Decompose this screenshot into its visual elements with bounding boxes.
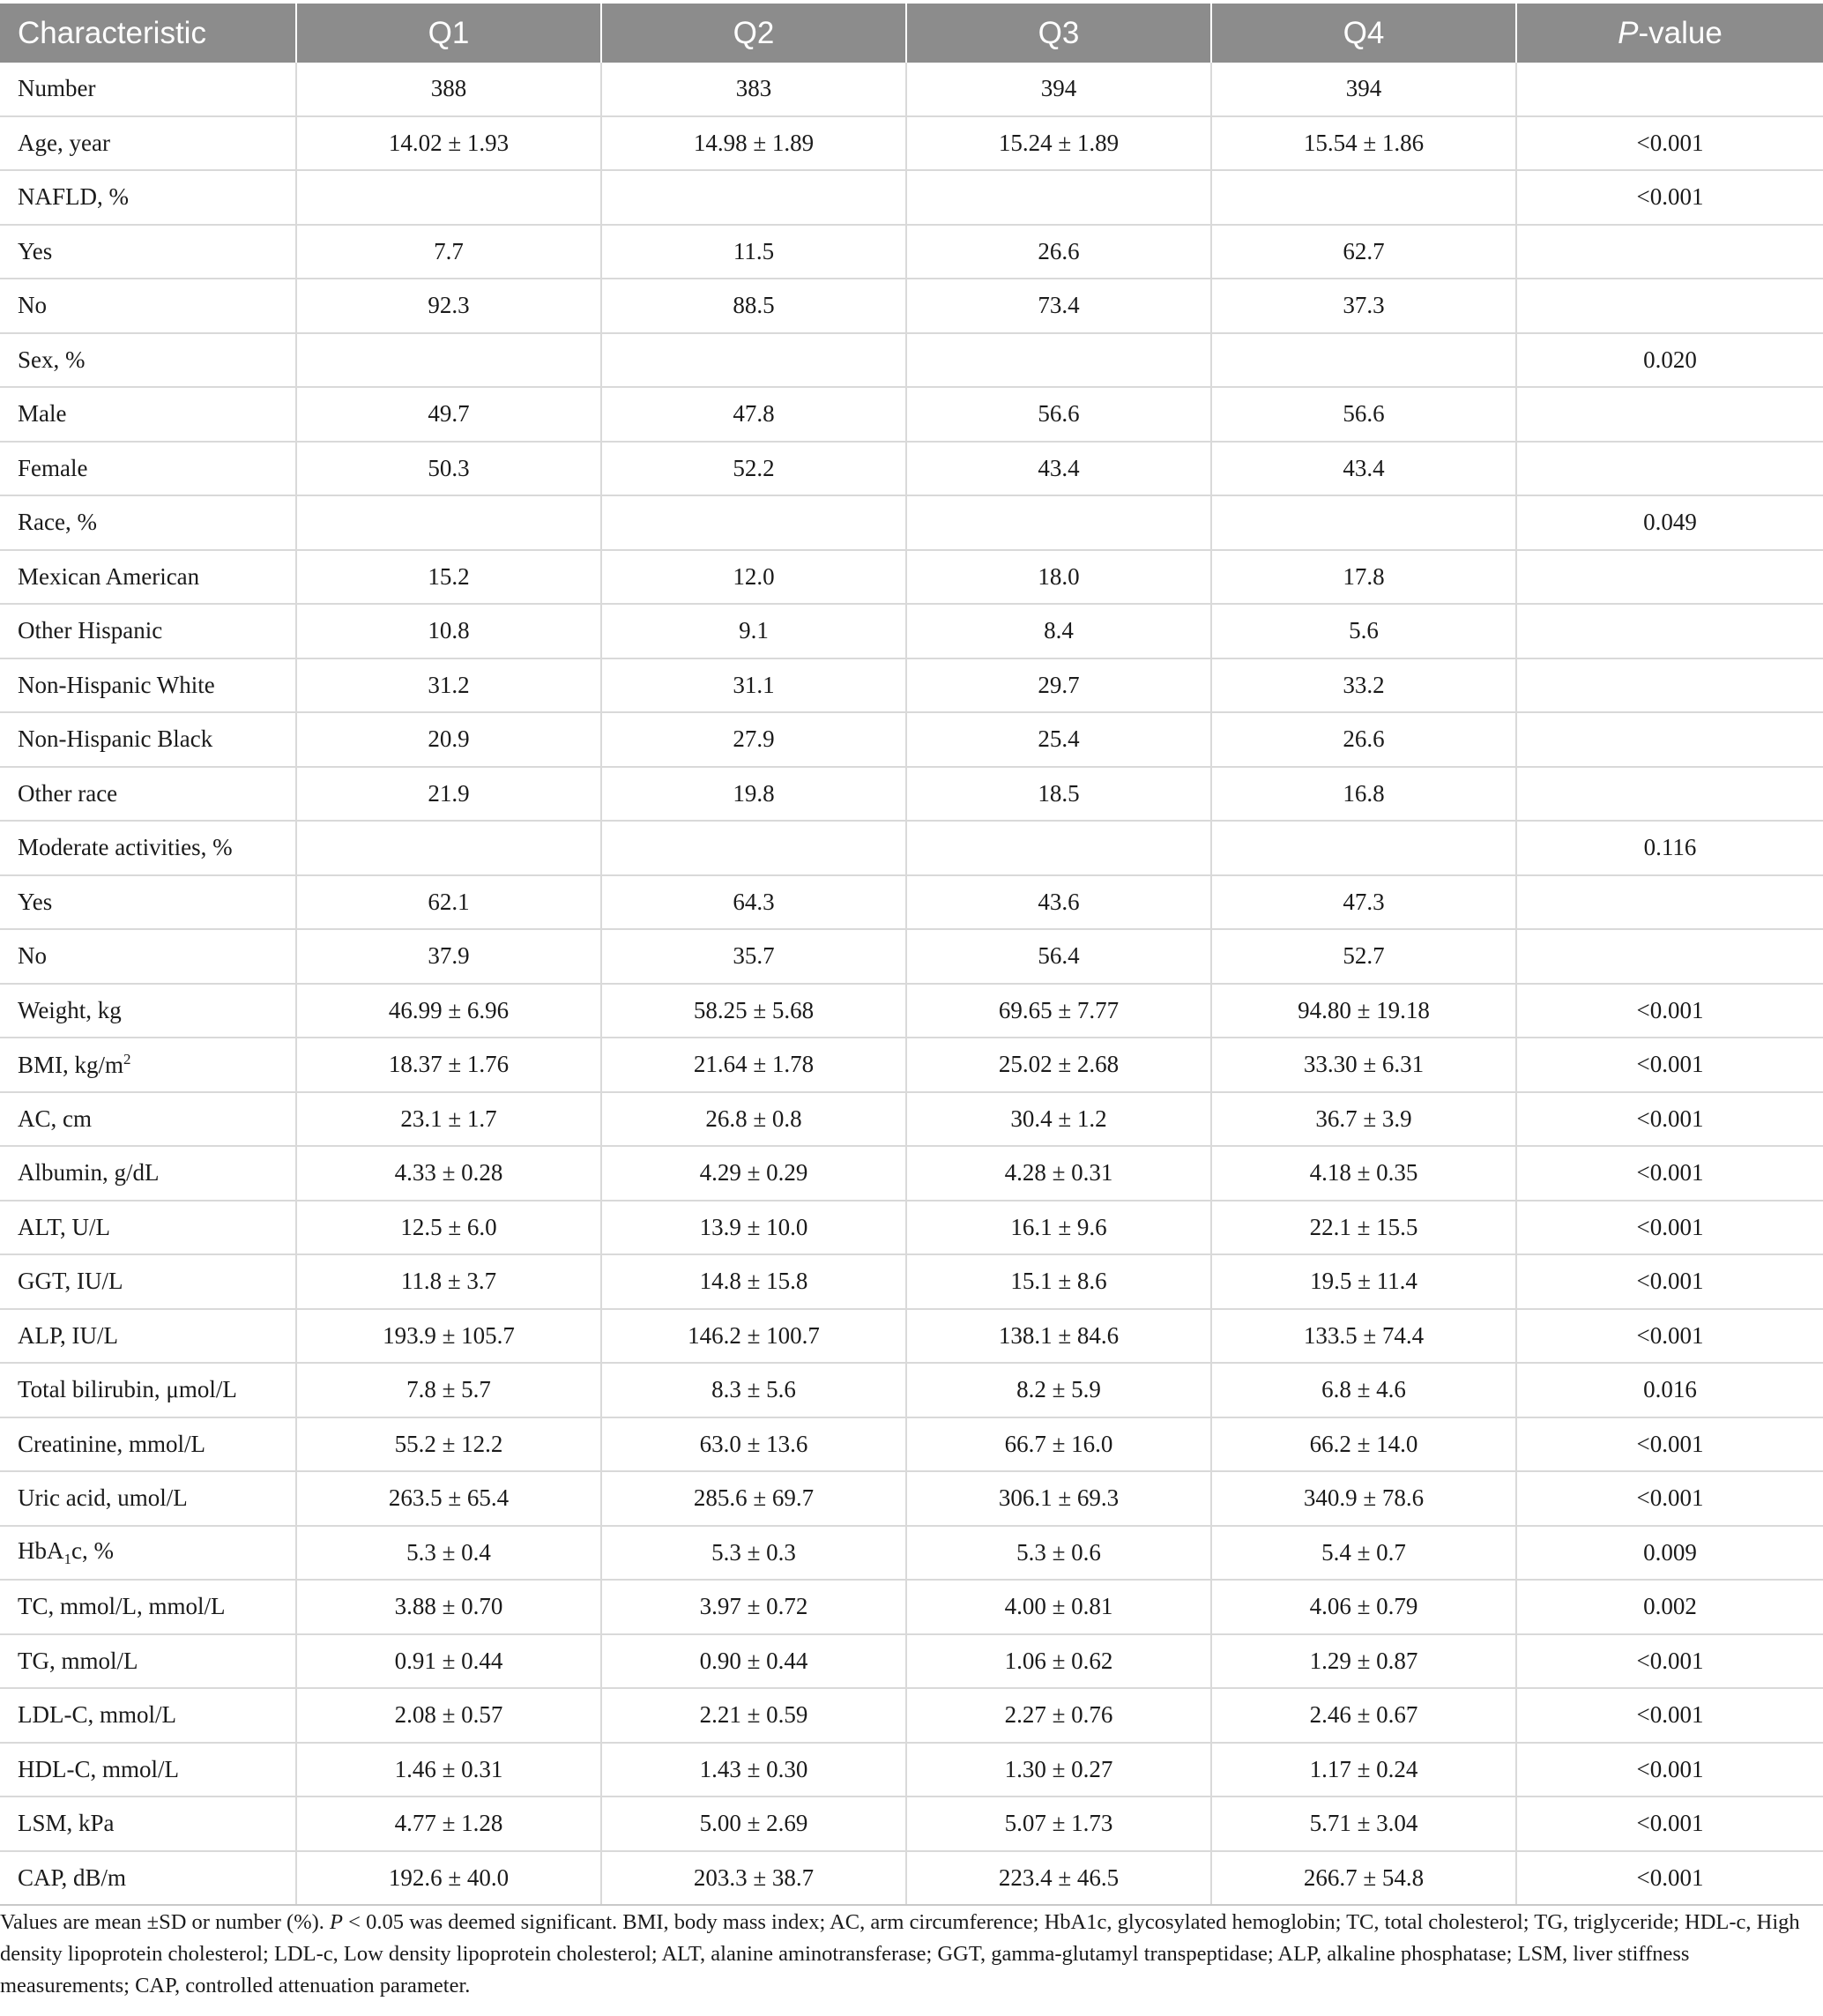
footnote-text-1: Values are mean ±SD or number (%). xyxy=(0,1910,331,1934)
cell-q3: 15.24 ± 1.89 xyxy=(906,116,1211,171)
row-label: NAFLD, % xyxy=(0,170,296,225)
cell-p-value xyxy=(1516,767,1823,822)
cell-q2: 63.0 ± 13.6 xyxy=(601,1417,906,1472)
cell-p-value: <0.001 xyxy=(1516,1417,1823,1472)
cell-p-value xyxy=(1516,225,1823,279)
cell-q4: 394 xyxy=(1211,63,1516,116)
footnote-text-2: < 0.05 was deemed significant. BMI, body mass index; AC, arm circumference; HbA1c, glycosylated hemoglobin; TC, total cholesterol; TG, triglyceride; HDL-c, High density lipoprotein cholesterol; LDL-c, Low density lipoprotein cholesterol; ALT, alanine aminotransferase; GGT, gamma-glutamyl transpeptidase; ALP, alkaline phosphatase; LSM, liver stiffness measurements; CAP, controlled attenuation parameter. xyxy=(0,1910,1800,1997)
table-row xyxy=(0,1580,1823,1634)
table-row xyxy=(0,1526,1823,1581)
cell-q4: 33.2 xyxy=(1211,658,1516,713)
table-footnote xyxy=(0,1907,1823,2002)
cell-q1: 192.6 ± 40.0 xyxy=(296,1851,601,1906)
cell-q1: 14.02 ± 1.93 xyxy=(296,116,601,171)
cell-q3: 18.5 xyxy=(906,767,1211,822)
cell-p-value xyxy=(1516,712,1823,767)
row-label: Other Hispanic xyxy=(0,604,296,658)
cell-p-value: <0.001 xyxy=(1516,1146,1823,1201)
table-row xyxy=(0,1254,1823,1309)
cell-q3 xyxy=(906,333,1211,388)
row-label: Male xyxy=(0,387,296,442)
cell-q1: 193.9 ± 105.7 xyxy=(296,1309,601,1364)
row-label-tail: c, % xyxy=(71,1536,114,1564)
cell-q1: 4.33 ± 0.28 xyxy=(296,1146,601,1201)
table-row xyxy=(0,387,1823,442)
cell-q3: 5.07 ± 1.73 xyxy=(906,1797,1211,1851)
row-label: ALP, IU/L xyxy=(0,1309,296,1364)
row-label: Yes xyxy=(0,875,296,930)
cell-p-value: <0.001 xyxy=(1516,1743,1823,1797)
cell-q1 xyxy=(296,495,601,550)
row-label: Age, year xyxy=(0,116,296,171)
cell-q4: 5.71 ± 3.04 xyxy=(1211,1797,1516,1851)
table-row xyxy=(0,1417,1823,1472)
cell-q4: 16.8 xyxy=(1211,767,1516,822)
cell-q2: 1.43 ± 0.30 xyxy=(601,1743,906,1797)
cell-q3: 25.02 ± 2.68 xyxy=(906,1038,1211,1092)
table-row xyxy=(0,1634,1823,1689)
table-row xyxy=(0,767,1823,822)
table-row xyxy=(0,495,1823,550)
cell-q3: 30.4 ± 1.2 xyxy=(906,1092,1211,1147)
cell-q4: 6.8 ± 4.6 xyxy=(1211,1363,1516,1417)
cell-q4: 94.80 ± 19.18 xyxy=(1211,984,1516,1038)
table-row xyxy=(0,1797,1823,1851)
table-row xyxy=(0,1471,1823,1526)
cell-q3: 15.1 ± 8.6 xyxy=(906,1254,1211,1309)
cell-q3: 5.3 ± 0.6 xyxy=(906,1526,1211,1581)
cell-q4: 5.6 xyxy=(1211,604,1516,658)
cell-q2: 88.5 xyxy=(601,279,906,333)
cell-q1: 0.91 ± 0.44 xyxy=(296,1634,601,1689)
cell-q1: 5.3 ± 0.4 xyxy=(296,1526,601,1581)
cell-q2: 2.21 ± 0.59 xyxy=(601,1688,906,1743)
cell-q1: 50.3 xyxy=(296,442,601,496)
cell-q1 xyxy=(296,333,601,388)
table-row xyxy=(0,1038,1823,1092)
cell-q1: 37.9 xyxy=(296,929,601,984)
cell-p-value: 0.016 xyxy=(1516,1363,1823,1417)
table-row xyxy=(0,1309,1823,1364)
cell-q3 xyxy=(906,495,1211,550)
cell-q2: 11.5 xyxy=(601,225,906,279)
cell-q4: 26.6 xyxy=(1211,712,1516,767)
cell-q4: 4.18 ± 0.35 xyxy=(1211,1146,1516,1201)
table-row xyxy=(0,442,1823,496)
cell-q3: 223.4 ± 46.5 xyxy=(906,1851,1211,1906)
cell-q1: 1.46 ± 0.31 xyxy=(296,1743,601,1797)
row-label: No xyxy=(0,929,296,984)
table-row xyxy=(0,279,1823,333)
cell-p-value xyxy=(1516,279,1823,333)
cell-q3: 2.27 ± 0.76 xyxy=(906,1688,1211,1743)
cell-q4: 1.29 ± 0.87 xyxy=(1211,1634,1516,1689)
cell-p-value xyxy=(1516,658,1823,713)
cell-q3: 306.1 ± 69.3 xyxy=(906,1471,1211,1526)
cell-q3: 4.28 ± 0.31 xyxy=(906,1146,1211,1201)
row-label: Weight, kg xyxy=(0,984,296,1038)
table-row xyxy=(0,63,1823,116)
cell-q4: 33.30 ± 6.31 xyxy=(1211,1038,1516,1092)
cell-q1: 21.9 xyxy=(296,767,601,822)
row-label: CAP, dB/m xyxy=(0,1851,296,1906)
row-label: HDL-C, mmol/L xyxy=(0,1743,296,1797)
cell-q3 xyxy=(906,821,1211,875)
cell-q1: 20.9 xyxy=(296,712,601,767)
cell-p-value: 0.009 xyxy=(1516,1526,1823,1581)
table-row xyxy=(0,658,1823,713)
table-row xyxy=(0,1851,1823,1906)
cell-q4: 17.8 xyxy=(1211,550,1516,605)
cell-q3: 56.4 xyxy=(906,929,1211,984)
cell-q1: 388 xyxy=(296,63,601,116)
header-p-letter: P xyxy=(1618,15,1639,50)
cell-q3: 18.0 xyxy=(906,550,1211,605)
cell-q4: 2.46 ± 0.67 xyxy=(1211,1688,1516,1743)
table-row xyxy=(0,604,1823,658)
cell-q3: 56.6 xyxy=(906,387,1211,442)
row-label: Mexican American xyxy=(0,550,296,605)
cell-q2: 35.7 xyxy=(601,929,906,984)
table-row xyxy=(0,550,1823,605)
cell-p-value: <0.001 xyxy=(1516,984,1823,1038)
header-p-suffix: -value xyxy=(1638,15,1723,50)
cell-q1: 4.77 ± 1.28 xyxy=(296,1797,601,1851)
cell-q2: 12.0 xyxy=(601,550,906,605)
row-label: Total bilirubin, μmol/L xyxy=(0,1363,296,1417)
cell-q2: 203.3 ± 38.7 xyxy=(601,1851,906,1906)
cell-p-value: <0.001 xyxy=(1516,116,1823,171)
cell-q1: 46.99 ± 6.96 xyxy=(296,984,601,1038)
cell-q2: 383 xyxy=(601,63,906,116)
cell-q2: 27.9 xyxy=(601,712,906,767)
cell-q1: 10.8 xyxy=(296,604,601,658)
row-label: Uric acid, umol/L xyxy=(0,1471,296,1526)
cell-q4: 52.7 xyxy=(1211,929,1516,984)
table-row xyxy=(0,712,1823,767)
cell-p-value xyxy=(1516,63,1823,116)
table-row xyxy=(0,1743,1823,1797)
cell-q3: 1.30 ± 0.27 xyxy=(906,1743,1211,1797)
cell-q4: 37.3 xyxy=(1211,279,1516,333)
header-p-value xyxy=(1516,4,1823,63)
row-label-main: HbA xyxy=(18,1536,64,1564)
table-row xyxy=(0,1201,1823,1255)
cell-q4: 22.1 ± 15.5 xyxy=(1211,1201,1516,1255)
cell-p-value: <0.001 xyxy=(1516,1851,1823,1906)
cell-q1: 62.1 xyxy=(296,875,601,930)
cell-q2: 64.3 xyxy=(601,875,906,930)
cell-q3: 73.4 xyxy=(906,279,1211,333)
cell-q2: 4.29 ± 0.29 xyxy=(601,1146,906,1201)
row-label: Female xyxy=(0,442,296,496)
cell-p-value: 0.116 xyxy=(1516,821,1823,875)
row-label xyxy=(0,1038,296,1092)
cell-p-value: <0.001 xyxy=(1516,1254,1823,1309)
cell-q1: 15.2 xyxy=(296,550,601,605)
cell-q2: 5.3 ± 0.3 xyxy=(601,1526,906,1581)
cell-q3: 43.6 xyxy=(906,875,1211,930)
row-label: Non-Hispanic White xyxy=(0,658,296,713)
row-label: TG, mmol/L xyxy=(0,1634,296,1689)
header-q2: Q2 xyxy=(601,4,906,63)
cell-p-value xyxy=(1516,387,1823,442)
cell-p-value xyxy=(1516,550,1823,605)
row-label-superscript: 2 xyxy=(123,1051,131,1068)
cell-q3: 1.06 ± 0.62 xyxy=(906,1634,1211,1689)
row-label-main: BMI, kg/m xyxy=(18,1052,124,1079)
cell-q2: 146.2 ± 100.7 xyxy=(601,1309,906,1364)
cell-q1: 263.5 ± 65.4 xyxy=(296,1471,601,1526)
cell-q1: 49.7 xyxy=(296,387,601,442)
cell-q2: 9.1 xyxy=(601,604,906,658)
cell-q1: 31.2 xyxy=(296,658,601,713)
cell-q2: 58.25 ± 5.68 xyxy=(601,984,906,1038)
table-row xyxy=(0,1688,1823,1743)
row-label: Yes xyxy=(0,225,296,279)
cell-q2: 26.8 ± 0.8 xyxy=(601,1092,906,1147)
row-label xyxy=(0,1526,296,1581)
cell-q4: 5.4 ± 0.7 xyxy=(1211,1526,1516,1581)
cell-p-value: <0.001 xyxy=(1516,170,1823,225)
cell-q1 xyxy=(296,170,601,225)
row-label: Non-Hispanic Black xyxy=(0,712,296,767)
cell-q1: 12.5 ± 6.0 xyxy=(296,1201,601,1255)
cell-q4: 1.17 ± 0.24 xyxy=(1211,1743,1516,1797)
table-header xyxy=(0,4,1823,63)
cell-q2: 3.97 ± 0.72 xyxy=(601,1580,906,1634)
cell-q4: 62.7 xyxy=(1211,225,1516,279)
cell-q2: 52.2 xyxy=(601,442,906,496)
cell-q1: 18.37 ± 1.76 xyxy=(296,1038,601,1092)
cell-q4 xyxy=(1211,333,1516,388)
header-q3: Q3 xyxy=(906,4,1211,63)
cell-q2: 8.3 ± 5.6 xyxy=(601,1363,906,1417)
row-label: Race, % xyxy=(0,495,296,550)
cell-q4 xyxy=(1211,821,1516,875)
cell-q4: 4.06 ± 0.79 xyxy=(1211,1580,1516,1634)
cell-p-value xyxy=(1516,875,1823,930)
cell-q3: 394 xyxy=(906,63,1211,116)
cell-q2: 14.98 ± 1.89 xyxy=(601,116,906,171)
cell-p-value xyxy=(1516,442,1823,496)
cell-q4: 66.2 ± 14.0 xyxy=(1211,1417,1516,1472)
cell-q4: 36.7 ± 3.9 xyxy=(1211,1092,1516,1147)
row-label: Number xyxy=(0,63,296,116)
table-row xyxy=(0,1363,1823,1417)
row-label: GGT, IU/L xyxy=(0,1254,296,1309)
cell-q1: 7.8 ± 5.7 xyxy=(296,1363,601,1417)
cell-q2: 0.90 ± 0.44 xyxy=(601,1634,906,1689)
table-row xyxy=(0,170,1823,225)
cell-q2 xyxy=(601,170,906,225)
cell-p-value: <0.001 xyxy=(1516,1092,1823,1147)
cell-q1: 92.3 xyxy=(296,279,601,333)
cell-p-value xyxy=(1516,604,1823,658)
table-row xyxy=(0,225,1823,279)
cell-q2: 5.00 ± 2.69 xyxy=(601,1797,906,1851)
cell-q4: 43.4 xyxy=(1211,442,1516,496)
row-label: Albumin, g/dL xyxy=(0,1146,296,1201)
cell-q2: 47.8 xyxy=(601,387,906,442)
row-label-subscript: 1 xyxy=(63,1550,71,1567)
cell-q3: 8.4 xyxy=(906,604,1211,658)
cell-q2 xyxy=(601,333,906,388)
row-label: Other race xyxy=(0,767,296,822)
cell-q2: 31.1 xyxy=(601,658,906,713)
cell-q3: 66.7 ± 16.0 xyxy=(906,1417,1211,1472)
table-row xyxy=(0,929,1823,984)
cell-q4: 19.5 ± 11.4 xyxy=(1211,1254,1516,1309)
header-row xyxy=(0,4,1823,63)
table-row xyxy=(0,333,1823,388)
cell-p-value: <0.001 xyxy=(1516,1634,1823,1689)
table-row xyxy=(0,1092,1823,1147)
cell-q2: 21.64 ± 1.78 xyxy=(601,1038,906,1092)
cell-q4: 47.3 xyxy=(1211,875,1516,930)
row-label: Moderate activities, % xyxy=(0,821,296,875)
row-label: ALT, U/L xyxy=(0,1201,296,1255)
table-row xyxy=(0,116,1823,171)
cell-q3: 16.1 ± 9.6 xyxy=(906,1201,1211,1255)
cell-p-value: <0.001 xyxy=(1516,1309,1823,1364)
cell-q3: 29.7 xyxy=(906,658,1211,713)
cell-q3: 4.00 ± 0.81 xyxy=(906,1580,1211,1634)
cell-q2 xyxy=(601,821,906,875)
cell-p-value: 0.020 xyxy=(1516,333,1823,388)
header-q4: Q4 xyxy=(1211,4,1516,63)
cell-q1: 7.7 xyxy=(296,225,601,279)
cell-q3: 43.4 xyxy=(906,442,1211,496)
row-label: No xyxy=(0,279,296,333)
cell-p-value: <0.001 xyxy=(1516,1201,1823,1255)
footnote-p-letter: P xyxy=(330,1910,343,1934)
cell-q1: 55.2 ± 12.2 xyxy=(296,1417,601,1472)
cell-q3: 26.6 xyxy=(906,225,1211,279)
cell-q2: 13.9 ± 10.0 xyxy=(601,1201,906,1255)
row-label: Sex, % xyxy=(0,333,296,388)
cell-q1 xyxy=(296,821,601,875)
row-label: LDL-C, mmol/L xyxy=(0,1688,296,1743)
row-label: Creatinine, mmol/L xyxy=(0,1417,296,1472)
cell-p-value xyxy=(1516,929,1823,984)
cell-q1: 23.1 ± 1.7 xyxy=(296,1092,601,1147)
row-label: AC, cm xyxy=(0,1092,296,1147)
cell-q3: 25.4 xyxy=(906,712,1211,767)
cell-p-value: 0.049 xyxy=(1516,495,1823,550)
characteristics-table xyxy=(0,4,1823,1906)
cell-q4: 340.9 ± 78.6 xyxy=(1211,1471,1516,1526)
cell-q4: 15.54 ± 1.86 xyxy=(1211,116,1516,171)
cell-q1: 3.88 ± 0.70 xyxy=(296,1580,601,1634)
cell-q3 xyxy=(906,170,1211,225)
cell-q2: 285.6 ± 69.7 xyxy=(601,1471,906,1526)
cell-p-value: <0.001 xyxy=(1516,1038,1823,1092)
cell-q3: 8.2 ± 5.9 xyxy=(906,1363,1211,1417)
row-label: TC, mmol/L, mmol/L xyxy=(0,1580,296,1634)
cell-p-value: <0.001 xyxy=(1516,1688,1823,1743)
header-characteristic: Characteristic xyxy=(0,4,296,63)
cell-q2: 19.8 xyxy=(601,767,906,822)
cell-q4 xyxy=(1211,170,1516,225)
cell-q2 xyxy=(601,495,906,550)
cell-p-value: <0.001 xyxy=(1516,1797,1823,1851)
cell-q1: 2.08 ± 0.57 xyxy=(296,1688,601,1743)
cell-q4: 133.5 ± 74.4 xyxy=(1211,1309,1516,1364)
cell-q1: 11.8 ± 3.7 xyxy=(296,1254,601,1309)
cell-q4: 266.7 ± 54.8 xyxy=(1211,1851,1516,1906)
cell-q3: 69.65 ± 7.77 xyxy=(906,984,1211,1038)
cell-p-value: 0.002 xyxy=(1516,1580,1823,1634)
cell-q4 xyxy=(1211,495,1516,550)
cell-q2: 14.8 ± 15.8 xyxy=(601,1254,906,1309)
table-body xyxy=(0,63,1823,1905)
cell-p-value: <0.001 xyxy=(1516,1471,1823,1526)
row-label: LSM, kPa xyxy=(0,1797,296,1851)
table-row xyxy=(0,1146,1823,1201)
table-row xyxy=(0,821,1823,875)
table-row xyxy=(0,984,1823,1038)
table-row xyxy=(0,875,1823,930)
cell-q3: 138.1 ± 84.6 xyxy=(906,1309,1211,1364)
header-q1: Q1 xyxy=(296,4,601,63)
cell-q4: 56.6 xyxy=(1211,387,1516,442)
